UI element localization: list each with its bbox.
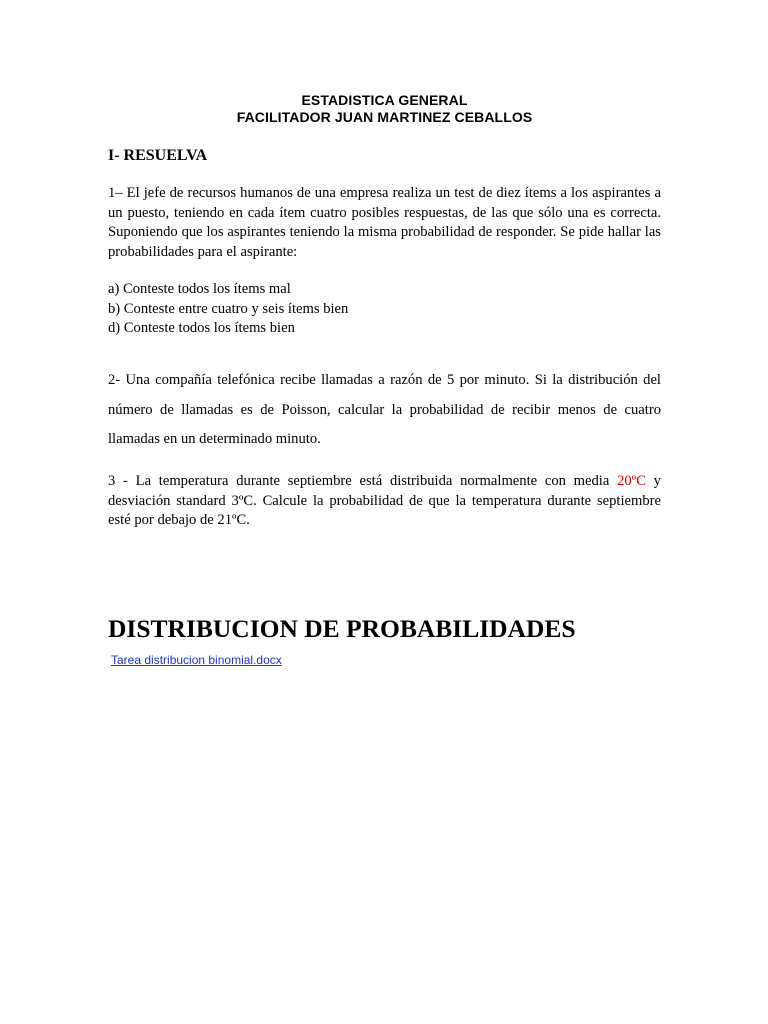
- problem-3-text: [108, 472, 661, 531]
- binomial-homework-link[interactable]: Tarea distribucion binomial.docx: [111, 653, 282, 667]
- facilitator-name: FACILITADOR JUAN MARTINEZ CEBALLOS: [236, 109, 533, 125]
- option-d: d) Conteste todos los ítems bien: [108, 320, 295, 336]
- option-b: b) Conteste entre cuatro y seis ítems bien: [108, 300, 349, 317]
- course-title: ESTADISTICA GENERAL: [301, 92, 468, 108]
- problem-2-text: 2- Una compañía telefónica recibe llamadas a razón de 5 por minuto. Si la distribución del número de llamadas es de Poisson, calcular la probabilidad de recibir menos de cuatro llamadas en un determinado minuto.: [108, 372, 661, 447]
- section-title: I- RESUELVA: [108, 147, 208, 164]
- distribution-heading: DISTRIBUCION DE PROBABILIDADES: [108, 614, 576, 643]
- problem-3-text-after: y desviación standard 3ºC. Calcule la probabilidad de que la temperatura durante septiembre esté por debajo de 21ºC.: [108, 473, 661, 528]
- document-page: [108, 92, 661, 667]
- problem-1-options: [108, 280, 661, 339]
- mean-temperature-highlight: 20ºC: [617, 473, 646, 489]
- problem-3-text-before: 3 - La temperatura durante septiembre está distribuida normalmente con media: [108, 473, 618, 489]
- problem-1-text: 1– El jefe de recursos humanos de una empresa realiza un test de diez ítems a los aspirantes a un puesto, teniendo en cada ítem cuatro posibles respuestas, de las que sólo una es correcta. Suponiendo que los aspirantes teniendo la misma probabilidad de responder. Se pide hallar las probabilidades para el aspirante:: [108, 185, 661, 260]
- option-a: a) Conteste todos los ítems mal: [108, 281, 291, 297]
